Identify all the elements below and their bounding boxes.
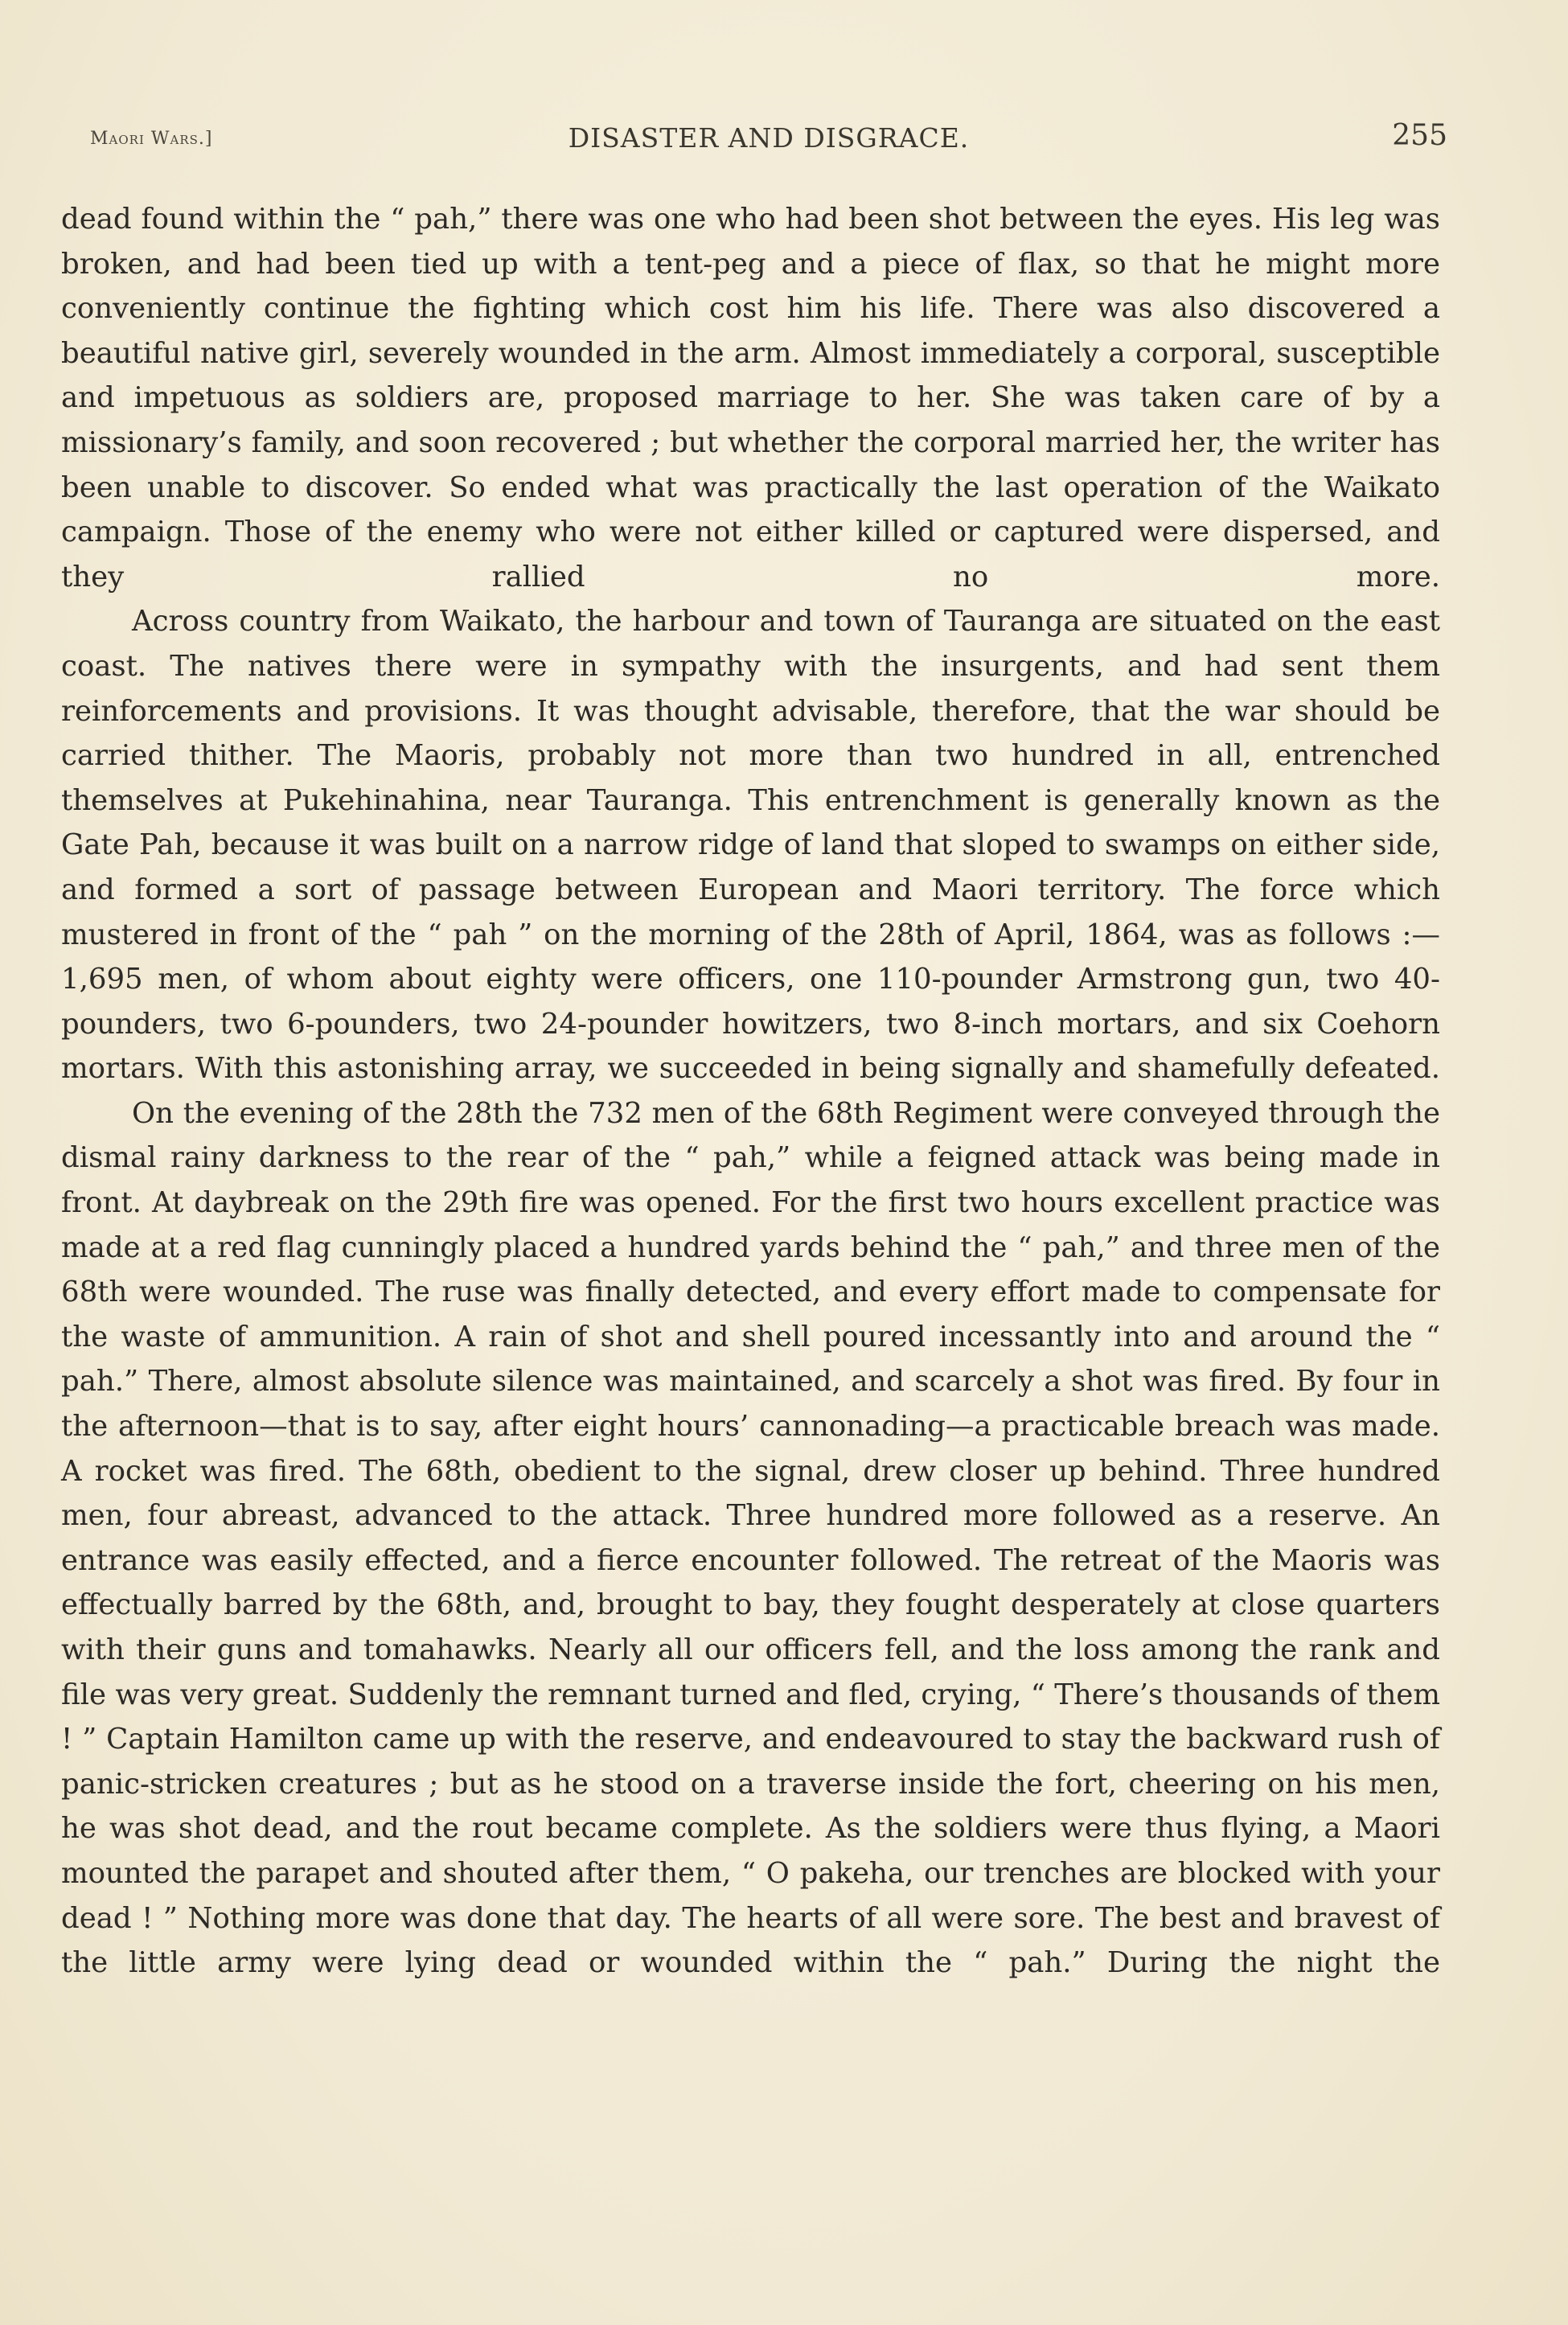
page-number: 255 <box>1392 119 1447 152</box>
paragraph-3: On the evening of the 28th the 732 men of the 68th Regiment were conveyed through the dismal rainy darkness to the rear of the “ pah,” while a feigned attack was being made in front. At daybreak on the 29th fire was opened. For the first two hours excellent practice was made at a red flag cunningly placed a hundred yards behind the “ pah,” and three men of the 68th were wounded. The ruse was finally detected, and every effort made to compensate for the waste of ammunition. A rain of shot and shell poured incessantly into and around the “ pah.” There, almost absolute silence was maintained, and scarcely a shot was fired. By four in the afternoon—that is to say, after eight hours’ cannonading—a practicable breach was made. A rocket was fired. The 68th, obedient to the signal, drew closer up behind. Three hundred men, four abreast, advanced to the attack. Three hundred more followed as a reserve. An entrance was easily effected, and a fierce encounter followed. The retreat of the Maoris was effectually barred by the 68th, and, brought to bay, they fought desperately at close quarters with their guns and tomahawks. Nearly all our officers fell, and the loss among the rank and file was very great. Suddenly the remnant turned and fled, crying, “ There’s thousands of them ! ” Captain Hamilton came up with the reserve, and endeavoured to stay the backward rush of panic-stricken creatures ; but as he stood on a traverse inside the fort, cheering on his men, he was shot dead, and the rout became complete. As the soldiers were thus flying, a Maori mounted the parapet and shouted after them, “ O pakeha, our trenches are blocked with your dead ! ” Nothing more was done that day. The hearts of all were sore. The best and bravest of the little army were lying dead or wounded within the “ pah.” During the night the <box>61 1096 1440 1980</box>
paragraph-2: Across country from Waikato, the harbour and town of Tauranga are situated on the east coast. The natives there were in sympathy with the insurgents, and had sent them reinforcements and provisions. It was thought advisable, therefore, that the war should be carried thither. The Maoris, probably not more than two hundred in all, entrenched themselves at Pukehinahina, near Tauranga. This entrenchment is generally known as the Gate Pah, because it was built on a narrow ridge of land that sloped to swamps on either side, and formed a sort of passage between European and Maori territory. The force which mustered in front of the “ pah ” on the morning of the 28th of April, 1864, was as follows :—1,695 men, of whom about eighty were officers, one 110-pounder Armstrong gun, two 40-pounders, two 6-pounders, two 24-pounder howitzers, two 8-inch mortars, and six Coehorn mortars. With this astonishing array, we succeeded in being signally and shamefully defeated. <box>61 605 1440 1086</box>
paragraph-1: dead found within the “ pah,” there was one who had been shot between the eyes. His leg was broken, and had been tied up with a tent-peg and a piece of flax, so that he might more conveniently continue the fighting which cost him his life. There was also discovered a beautiful native girl, severely wounded in the arm. Almost immediately a corporal, susceptible and impetuous as soldiers are, proposed marriage to her. She was taken care of by a missionary’s family, and soon recovered ; but whether the corporal married her, the writer has been unable to discover. So ended what was practically the last operation of the Waikato campaign. Those of the enemy who were not either killed or captured were dispersed, and they rallied no more. <box>61 203 1440 594</box>
page-title: DISASTER AND DISGRACE. <box>568 122 970 154</box>
section-label: Maori Wars.] <box>90 129 213 149</box>
body-text <box>61 197 1440 1986</box>
running-head <box>90 119 1447 162</box>
